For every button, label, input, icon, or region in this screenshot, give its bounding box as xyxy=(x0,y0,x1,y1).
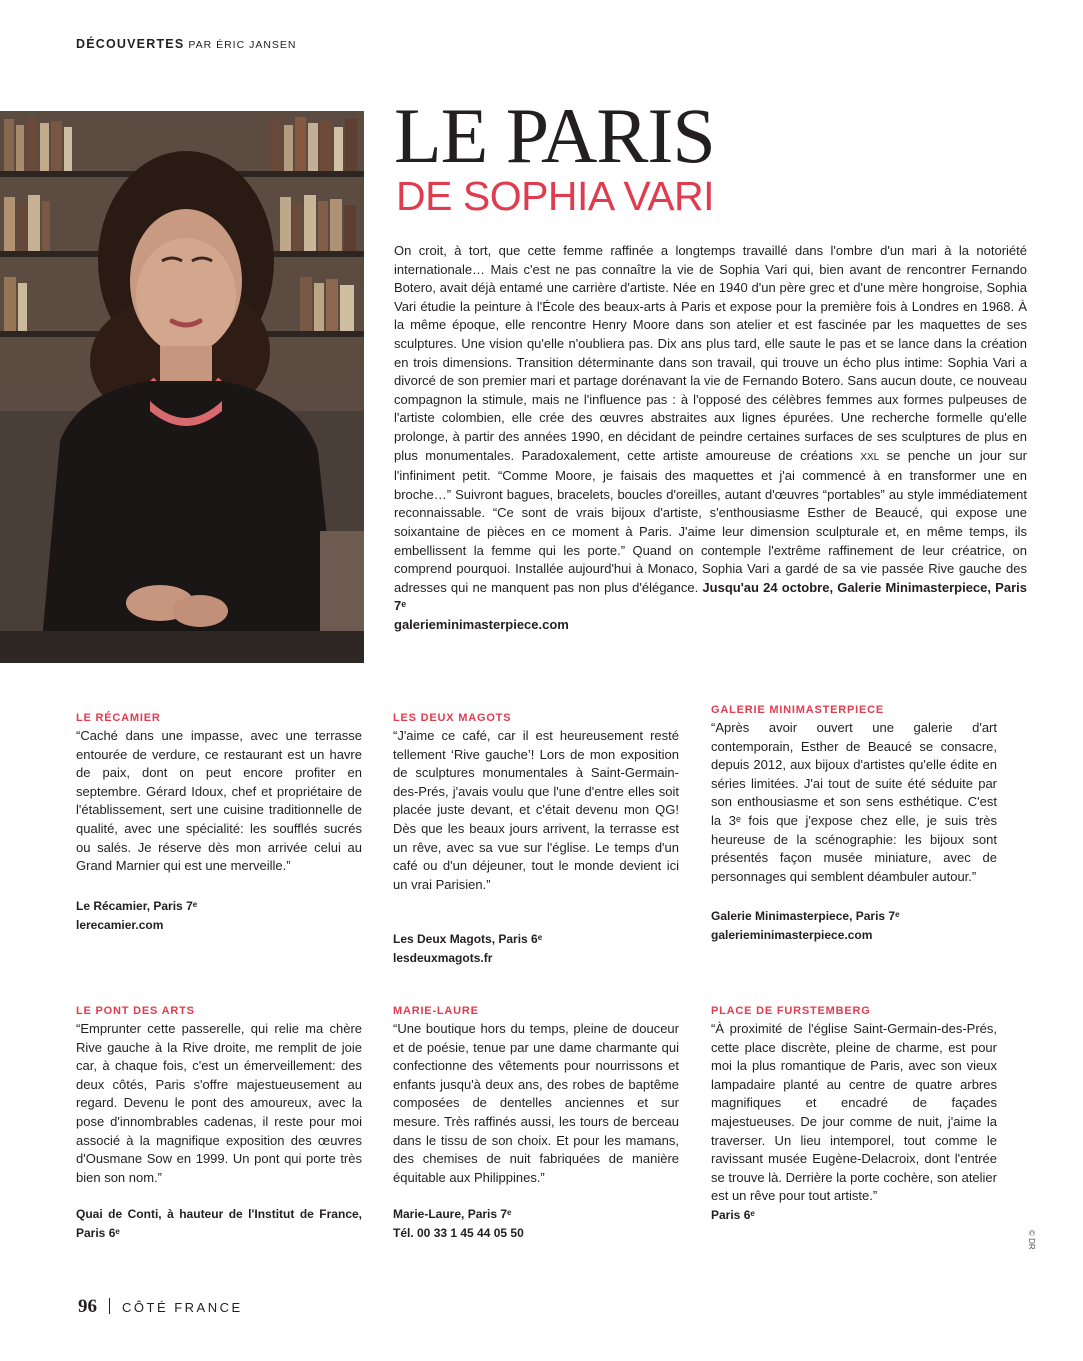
place-address xyxy=(711,907,997,945)
byline: PAR ÉRIC JANSEN xyxy=(188,39,297,51)
place-address xyxy=(711,1206,997,1225)
place-title: LE RÉCAMIER xyxy=(76,712,161,724)
place-text: “Caché dans une impasse, avec une terrasse entourée de verdure, ce restaurant est un havre de paix, dont on peut encore profiter en septembre. Gérard Idoux, chef et propriétaire de l'établissement, sert une cuisine traditionnelle de qualité, avec une spécialité: les soufflés sucrés ou salés. Je réserve dès mon arrivée celui au Grand Marnier qui est une merveille.” xyxy=(76,728,362,874)
page-footer xyxy=(78,1296,243,1318)
place-text: “Une boutique hors du temps, pleine de douceur et de poésie, tenue par une dame charmante qui confectionne des vêtements pour nourrissons et enfants jusqu'à deux ans, des robes de baptême composées de dentelles anciennes et sur mesure. Très raffinés aussi, les tours de berceau dans le tissu de son choix. Et pour les mamans, des chemises de nuit fabriquées de manière équitable aux Philippines.” xyxy=(393,1021,679,1185)
intro-info: Jusqu'au 24 octobre, Galerie Minimasterpiece, Paris 7ᵉ xyxy=(394,579,1027,614)
place-text: “À proximité de l'église Saint-Germain-des-Prés, cette place discrète, pleine de charme, est pour moi la plus romantique de Paris, avec son vieux lampadaire planté au centre de quatre arbres magnifiques et encadré de façades majestueuses. De jour comme de nuit, j'aime la traverser. Un lieu intemporel, tout comme le ravissant musée Eugène-Delacroix, dont l'entrée se trouve là. Derrière la porte cochère, son atelier est un rêve pour tout artiste.” xyxy=(711,1021,997,1204)
place-title: PLACE DE FURSTEMBERG xyxy=(711,1005,871,1017)
headline-sub: DE SOPHIA VARI xyxy=(396,173,715,219)
place-box-pont-des-arts xyxy=(76,1004,362,1243)
place-box-furstemberg xyxy=(711,1004,997,1225)
place-address xyxy=(393,1205,679,1243)
place-title: MARIE-LAURE xyxy=(393,1005,479,1017)
intro-xxl: XXL xyxy=(860,451,880,463)
place-title: LES DEUX MAGOTS xyxy=(393,712,512,724)
place-box-minimasterpiece xyxy=(711,703,997,945)
place-address xyxy=(76,1205,362,1243)
place-address-line: Marie-Laure, Paris 7ᵉ xyxy=(393,1207,512,1222)
place-box-recamier xyxy=(76,711,362,935)
intro-body: On croit, à tort, que cette femme raffinée a longtemps travaillé dans l'ombre d'un mari à la notoriété internationale… Mais c'est ne pas connaître la vie de Sophia Vari qui, bien avant de rencontrer Fernando Botero, avait déjà entamé une carrière d'artiste. Née en 1940 d'un père grec et d'une mère hongroise, Sophia Vari étudie la peinture à l'École des beaux-arts à Paris et expose pour la première fois à Londres en 1968. À la même époque, elle rencontre Henry Moore dans son atelier et est fascinée par les maquettes de ses sculptures. Une vision qu'elle n'oubliera pas. Dix ans plus tard, elle saute le pas et se lance dans la création en trois dimensions. Transition déterminante dans son travail, qui trouve un écho plus intime: Sophia Vari a divorcé de son premier mari et partage dorénavant la vie de Fernando Botero. Sans aucun doute, ce nouveau compagnon la stimule, mais ne l'influence pas : à l'opposé des célèbres femmes aux formes pulpeuses de l'artiste colombien, elle crée des œuvres abstraites aux lignes épurées. Une recherche formelle qu'elle prolonge, à partir des années 1990, en décidant de peindre certaines surfaces de ses sculptures de plus en plus monumentales. Paradoxalement, cette artiste amoureuse de créations xyxy=(394,243,1027,463)
intro-paragraph xyxy=(394,242,1027,634)
intro-body-2: se penche un jour sur l'infiniment petit. “Comme Moore, je faisais des maquettes et j'ai commencé à en transformer une en broche…” Suivront bagues, bracelets, boucles d'oreilles, autant d'œuvres “portables” au style immédiatement reconnaissable. “Ce sont de vrais bijoux d'artiste, s'enthousiasme Esther de Beaucé, qui expose une soixantaine de pièces en ce moment à Paris. J'aime leur dimension sculpturale et, en même temps, ils embellissent la femme qui les porte.” Quand on contemple l'extrême raffinement de leur créatrice, on comprend pourquoi. Installée aujourd'hui à Monaco, Sophia Vari a gardé de sa vie passée Rive gauche des adresses qui ne manquent pas non plus d'élégance. xyxy=(394,447,1027,595)
place-address-line: Paris 6ᵉ xyxy=(711,1207,755,1222)
intro-url[interactable]: galerieminimasterpiece.com xyxy=(394,616,569,632)
magazine-name: CÔTÉ FRANCE xyxy=(122,1300,243,1315)
place-text: “J'aime ce café, car il est heureusement resté tellement ‘Rive gauche’! Lors de mon exposition de sculptures monumentales à Saint-Germain-des-Prés, j'avais voulu que l'une d'entre elles soit placée juste devant, et c'était devenu mon QG! Dès que les beaux jours arrivent, la terrasse est un rêve, avec sa vue sur l'église. Le temps d'un café ou d'un déjeuner, tout le monde devient ici un vrai Parisien.” xyxy=(393,728,679,892)
place-text: “Après avoir ouvert une galerie d'art contemporain, Esther de Beaucé se consacre, depuis 2012, aux bijoux d'artistes qu'elle édite en séries limitées. J'ai tout de suite été séduite par son enthousiasme et son sens esthétique. C'est la 3ᵉ fois que j'expose chez elle, je suis très heureuse de la scénographie: les bijoux sont présentés façon musée miniature, avec de personnages qui semblent déambuler autour.” xyxy=(711,720,997,884)
rubric-label: DÉCOUVERTES xyxy=(76,37,185,51)
place-box-deux-magots xyxy=(393,711,679,968)
place-website[interactable]: lerecamier.com xyxy=(76,917,164,932)
section-rubric xyxy=(76,37,297,51)
headline-main: LE PARIS xyxy=(394,92,715,179)
portrait-photo xyxy=(0,111,364,663)
place-website[interactable]: galerieminimasterpiece.com xyxy=(711,928,873,943)
place-box-marie-laure xyxy=(393,1004,679,1243)
place-address-line: Le Récamier, Paris 7ᵉ xyxy=(76,898,198,913)
place-address xyxy=(76,897,362,935)
place-phone: Tél. 00 33 1 45 44 05 50 xyxy=(393,1226,524,1241)
place-address-line: Galerie Minimasterpiece, Paris 7ᵉ xyxy=(711,909,900,924)
place-title: LE PONT DES ARTS xyxy=(76,1005,195,1017)
place-address xyxy=(393,930,679,968)
photo-credit: © DR xyxy=(1027,1230,1036,1250)
place-title: GALERIE MINIMASTERPIECE xyxy=(711,704,885,716)
place-address-line: Quai de Conti, à hauteur de l'Institut de France, Paris 6ᵉ xyxy=(76,1207,362,1241)
footer-divider xyxy=(109,1298,110,1314)
page-number: 96 xyxy=(78,1296,97,1317)
place-address-line: Les Deux Magots, Paris 6ᵉ xyxy=(393,932,543,947)
place-website[interactable]: lesdeuxmagots.fr xyxy=(393,951,493,966)
place-text: “Emprunter cette passerelle, qui relie ma chère Rive gauche à la Rive droite, me remplit de joie car, à chaque fois, c'est un émerveillement: des deux côtés, Paris s'offre majestueusement au regard. Devenu le pont des amoureux, avec la pose d'innombrables cadenas, il reste pour moi associé à la magnifique exposition des œuvres d'Ousmane Sow en 1999. Un pont qui porte très bien son nom.” xyxy=(76,1021,362,1185)
